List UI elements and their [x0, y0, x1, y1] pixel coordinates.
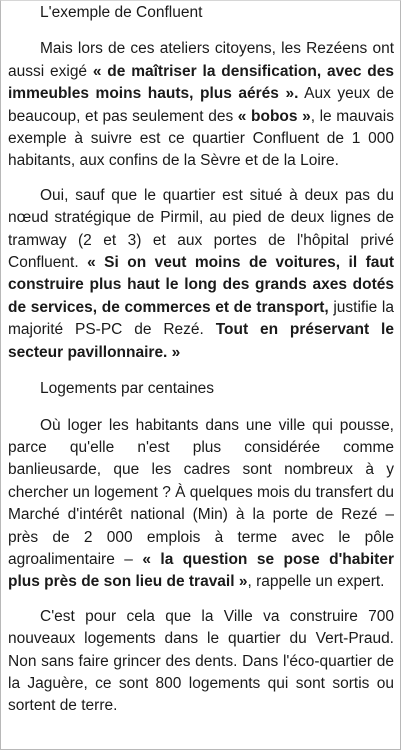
paragraph-densification: Mais lors de ces ateliers citoyens, les Rezéens ont aussi exigé « de maîtriser la densification, avec des immeubles moins hauts, plus aérés ». Aux yeux de beaucoup, et pas seulement des « bobos », le mauvais exemple à suivre est ce quartier Confluent de 1 000 habitants, aux confins de la Sèvre et de la Loire.: [8, 40, 394, 170]
paragraph-vert-praud: C'est pour cela que la Ville va construire 700 nouveaux logements dans le quartier du Vert-Praud. Non sans faire grincer des dents. Dans l'éco-quartier de la Jaguère, ce sont 800 logements qui sont sortis ou sortent de terre.: [8, 607, 394, 715]
section-heading: L'exemple de Confluent: [40, 4, 203, 21]
article-body: [8, 2, 394, 718]
quote-lieu-de-travail: « la question se pose d'habiter plus près de son lieu de travail »: [8, 550, 394, 591]
quote-densification: « de maîtriser la densification, avec des immeubles moins hauts, plus aérés ».: [8, 62, 394, 103]
section-heading: Logements par centaines: [40, 380, 215, 398]
quote-bobos: « bobos »: [237, 107, 311, 125]
quote-pavillonnaire: Tout en préservant le secteur pavillonnaire. »: [8, 321, 394, 361]
paragraph-logements: Où loger les habitants dans une ville qui pousse, parce qu'elle n'est plus considérée comme banlieusarde, que les cadres sont nombreux à y chercher un logement ? À quelques mois du transfert du Marché d'intérêt national (Min) à la porte de Rezé – près de 2 000 emplois à terme avec le pôle agroalimentaire – « la question se pose d'habiter plus près de son lieu de travail », rappelle un expert.: [8, 416, 395, 591]
paragraph-pirmil: Oui, sauf que le quartier est situé à deux pas du nœud stratégique de Pirmil, au pied de deux lignes de tramway (2 et 3) et aux portes de l'hôpital privé Confluent. « Si on veut moins de voitures, il faut construire plus haut le long des grands axes dotés de services, de commerces et de transport, justifie la majorité PS-PC de Rezé. Tout en préservant le secteur pavillonnaire. »: [8, 186, 394, 361]
quote-voitures: « Si on veut moins de voitures, il faut construire plus haut le long des grands axes dotés de services, de commerces et de transport,: [8, 254, 394, 316]
